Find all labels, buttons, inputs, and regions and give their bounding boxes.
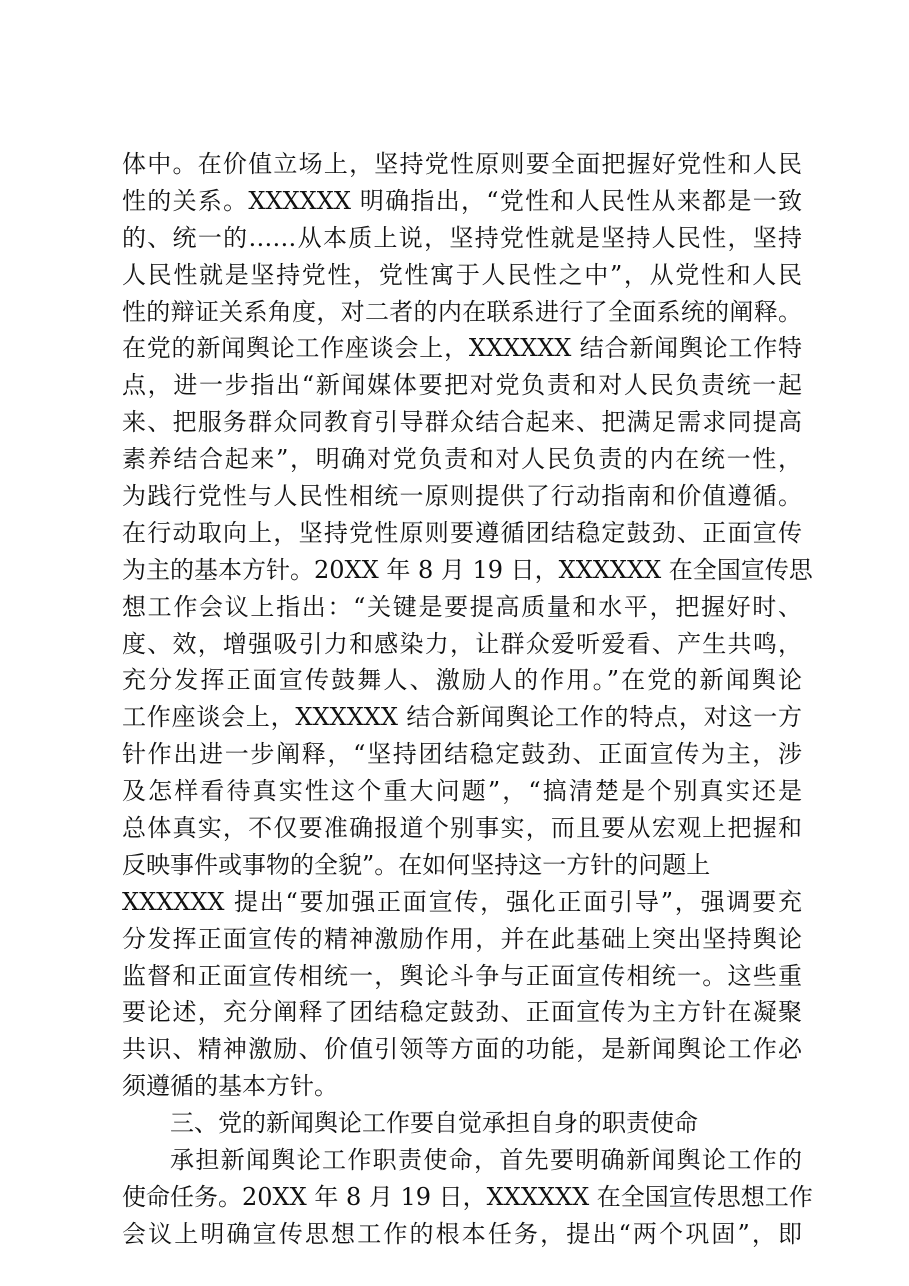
body-line: 性的关系。XXXXXX 明确指出，“党性和人民性从来都是一致 [122, 186, 802, 215]
section-heading: 三、党的新闻舆论工作要自觉承担自身的职责使命 [170, 1109, 698, 1138]
body-line: 为主的基本方针。20XX 年 8 月 19 日，XXXXXX 在全国宣传思 [122, 555, 813, 584]
body-line: 为践行党性与人民性相统一原则提供了行动指南和价值遵循。 [122, 482, 802, 511]
body-line: 的、统一的……从本质上说，坚持党性就是坚持人民性，坚持 [122, 223, 802, 252]
body-line: XXXXXX 提出“要加强正面宣传，强化正面引导”，强调要充 [122, 887, 802, 916]
body-line: 工作座谈会上，XXXXXX 结合新闻舆论工作的特点，对这一方 [122, 703, 802, 732]
body-line: 来、把服务群众同教育引导群众结合起来、把满足需求同提高 [122, 408, 802, 437]
body-line: 须遵循的基本方针。 [122, 1072, 338, 1101]
body-line: 及怎样看待真实性这个重大问题”，“搞清楚是个别真实还是 [122, 777, 802, 806]
body-line: 监督和正面宣传相统一，舆论斗争与正面宣传相统一。这些重 [122, 961, 802, 990]
section-line: 承担新闻舆论工作职责使命，首先要明确新闻舆论工作的 [170, 1146, 802, 1175]
document-body [122, 146, 813, 1253]
body-line: 性的辩证关系角度，对二者的内在联系进行了全面系统的阐释。 [122, 297, 802, 326]
body-line: 人民性就是坚持党性，党性寓于人民性之中”，从党性和人民 [122, 260, 802, 289]
body-line: 体中。在价值立场上，坚持党性原则要全面把握好党性和人民 [122, 150, 802, 178]
body-line: 在党的新闻舆论工作座谈会上，XXXXXX 结合新闻舆论工作特 [122, 334, 802, 363]
body-line: 共识、精神激励、价值引领等方面的功能，是新闻舆论工作必 [122, 1035, 802, 1064]
body-line: 分发挥正面宣传的精神激励作用，并在此基础上突出坚持舆论 [122, 924, 802, 953]
body-line: 在行动取向上，坚持党性原则要遵循团结稳定鼓劲、正面宣传 [122, 518, 802, 547]
body-line: 反映事件或事物的全貌”。在如何坚持这一方针的问题上 [122, 850, 711, 879]
body-line: 点，进一步指出“新闻媒体要把对党负责和对人民负责统一起 [122, 371, 802, 400]
body-line: 素养结合起来”，明确对党负责和对人民负责的内在统一性， [122, 445, 802, 474]
body-line: 要论述，充分阐释了团结稳定鼓劲、正面宣传为主方针在凝聚 [122, 998, 802, 1027]
section-line: 会议上明确宣传思想工作的根本任务，提出“两个巩固”，即 [122, 1219, 802, 1248]
section-line: 使命任务。20XX 年 8 月 19 日，XXXXXX 在全国宣传思想工作 [122, 1182, 813, 1211]
body-line: 充分发挥正面宣传鼓舞人、激励人的作用。”在党的新闻舆论 [122, 666, 802, 695]
body-line: 针作出进一步阐释，“坚持团结稳定鼓劲、正面宣传为主，涉 [122, 740, 802, 769]
body-line: 度、效，增强吸引力和感染力，让群众爱听爱看、产生共鸣， [122, 629, 802, 658]
body-line: 总体真实，不仅要准确报道个别事实，而且要从宏观上把握和 [122, 814, 802, 843]
body-line: 想工作会议上指出：“关键是要提高质量和水平，把握好时、 [122, 592, 802, 621]
